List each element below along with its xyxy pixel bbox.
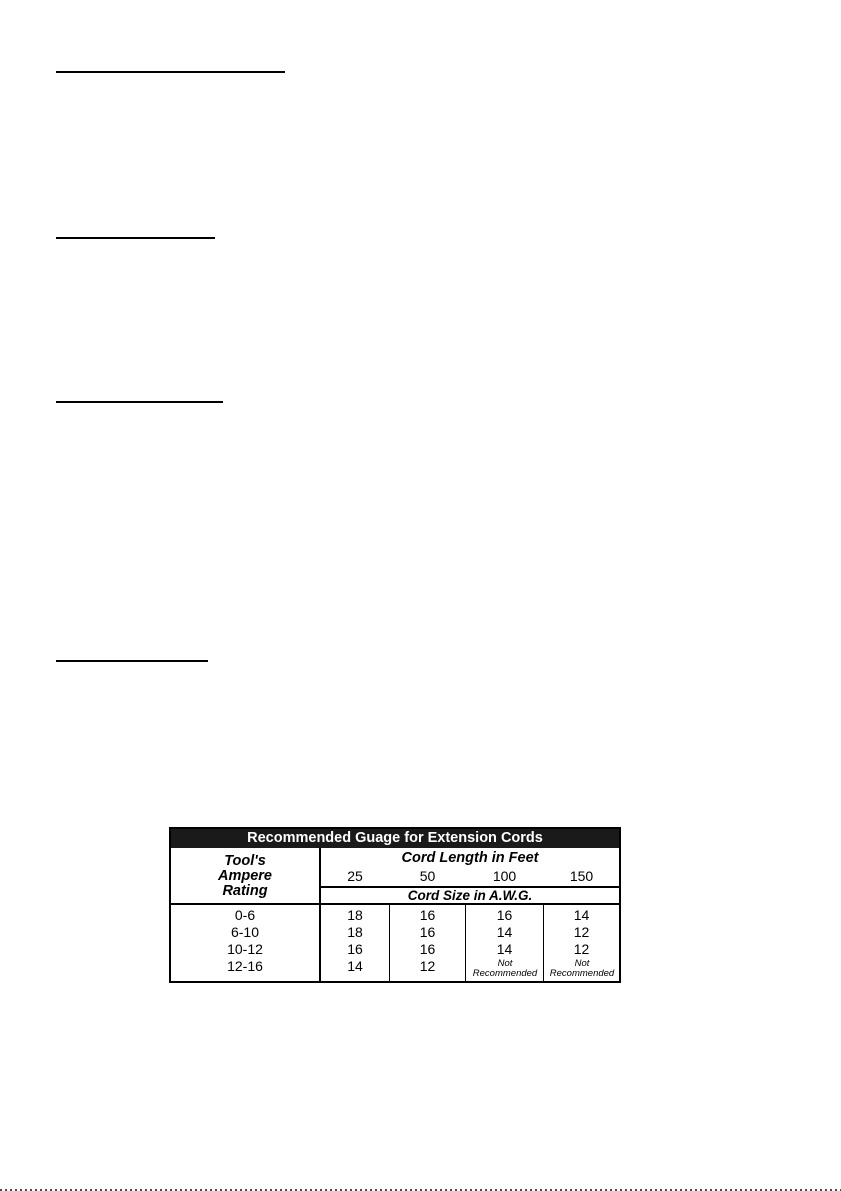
table-cell: 12 <box>573 924 590 940</box>
table-cell: 18 <box>347 907 363 923</box>
cord-size-header: Cord Size in A.W.G. <box>407 888 533 903</box>
row-range: 12-16 <box>227 958 263 974</box>
table-cell: 16 <box>419 924 436 940</box>
table-title: Recommended Guage for Extension Cords <box>171 829 619 848</box>
row-range: 6-10 <box>230 924 260 940</box>
row-range: 0-6 <box>234 907 256 923</box>
table-cell: 14 <box>496 941 513 957</box>
row-range: 10-12 <box>227 941 263 957</box>
table-cell: 16 <box>347 941 363 957</box>
rating-header-line-1: Tool's <box>224 853 266 869</box>
length-100: 100 <box>492 868 517 884</box>
table-cell: 16 <box>496 907 513 923</box>
table-cell-not-recommended: Not Recommended <box>472 958 538 979</box>
length-50: 50 <box>419 868 436 884</box>
table-cell-not-recommended: Not Recommended <box>549 958 615 979</box>
rating-header-line-3: Rating <box>222 883 268 899</box>
extension-cord-gauge-table <box>169 827 621 983</box>
ampere-rating-header <box>171 854 319 899</box>
length-25: 25 <box>347 868 363 884</box>
table-cell: 14 <box>573 907 590 923</box>
table-cell: 14 <box>347 958 363 974</box>
size-header-divider <box>319 903 619 905</box>
table-cell: 12 <box>573 941 590 957</box>
rating-header-divider <box>171 903 319 905</box>
table-cell: 16 <box>419 941 436 957</box>
section-heading-rule-2 <box>56 237 215 239</box>
section-heading-rule-4 <box>56 660 208 662</box>
section-heading-rule-3 <box>56 401 223 403</box>
table-cell: 18 <box>347 924 363 940</box>
section-heading-rule-1 <box>56 71 285 73</box>
table-cell: 14 <box>496 924 513 940</box>
table-cell: 16 <box>419 907 436 923</box>
length-150: 150 <box>569 868 594 884</box>
cord-length-header: Cord Length in Feet <box>401 850 539 866</box>
table-cell: 12 <box>419 958 436 974</box>
rating-header-line-2: Ampere <box>218 868 272 884</box>
